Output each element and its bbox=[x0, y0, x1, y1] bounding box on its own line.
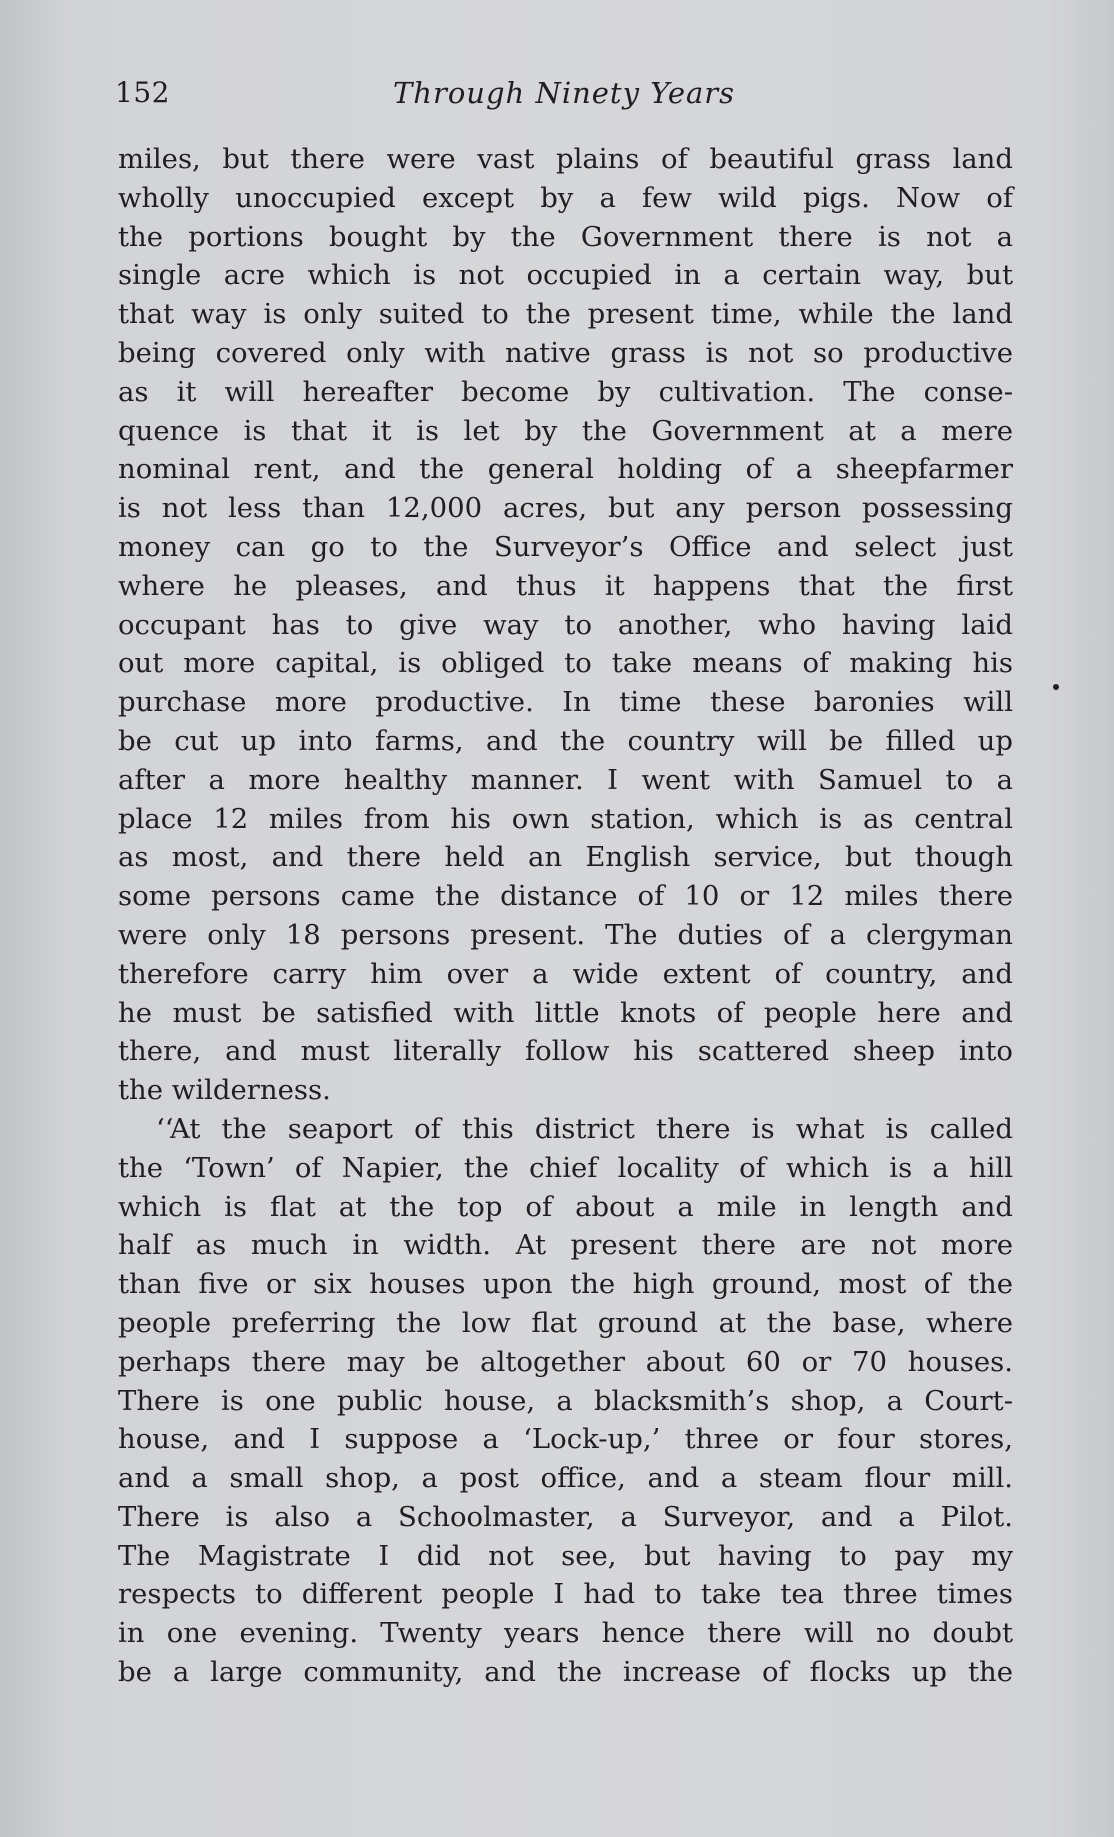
text-line: the wilderness. bbox=[118, 1074, 331, 1107]
text-line: wholly unoccupied except by a few wild pigs. Now of bbox=[118, 181, 1013, 214]
text-line: there, and must literally follow his scattered sheep into bbox=[118, 1035, 1013, 1068]
text-line: miles, but there were vast plains of beautiful grass land bbox=[118, 143, 1013, 175]
text-line: where he pleases, and thus it happens that the first bbox=[118, 569, 1013, 602]
text-line: therefore carry him over a wide extent of country, and bbox=[118, 957, 1013, 990]
margin-ink-dot bbox=[1053, 684, 1059, 690]
text-line: some persons came the distance of 10 or 12 miles there bbox=[118, 880, 1013, 913]
text-line: There is one public house, a blacksmith’s shop, a Court- bbox=[118, 1384, 1013, 1417]
text-line: is not less than 12,000 acres, but any person possessing bbox=[118, 492, 1013, 525]
text-line: as most, and there held an English service, but though bbox=[118, 841, 1013, 874]
text-line: money can go to the Surveyor’s Office and select just bbox=[118, 530, 1013, 563]
text-line: single acre which is not occupied in a certain way, but bbox=[118, 259, 1013, 292]
text-line: place 12 miles from his own station, which is as central bbox=[118, 802, 1013, 835]
text-line: half as much in width. At present there are not more bbox=[118, 1229, 1013, 1262]
page-number: 152 bbox=[115, 76, 170, 109]
body-text bbox=[118, 140, 1013, 1692]
text-line: ‘‘At the seaport of this district there is what is called bbox=[156, 1112, 1013, 1145]
text-line: purchase more productive. In time these baronies will bbox=[118, 686, 1013, 719]
text-line: were only 18 persons present. The duties of a clergyman bbox=[118, 918, 1013, 951]
text-line: in one evening. Twenty years hence there will no doubt bbox=[118, 1617, 1013, 1650]
text-line: being covered only with native grass is not so productive bbox=[118, 336, 1013, 369]
text-line: people preferring the low flat ground at the base, where bbox=[118, 1306, 1013, 1339]
text-line: occupant has to give way to another, who having laid bbox=[118, 608, 1013, 641]
text-line: as it will hereafter become by cultivation. The conse- bbox=[118, 375, 1013, 408]
text-line: perhaps there may be altogether about 60 or 70 houses. bbox=[118, 1345, 1013, 1378]
text-line: that way is only suited to the present time, while the land bbox=[118, 298, 1013, 331]
text-line: out more capital, is obliged to take means of making his bbox=[118, 647, 1013, 680]
text-line: after a more healthy manner. I went with Samuel to a bbox=[118, 763, 1013, 796]
text-line: be a large community, and the increase of flocks up the bbox=[118, 1656, 1013, 1689]
text-line: than five or six houses upon the high ground, most of the bbox=[118, 1268, 1013, 1301]
text-line: nominal rent, and the general holding of a sheepfarmer bbox=[118, 453, 1013, 486]
text-line: he must be satisfied with little knots of people here and bbox=[118, 996, 1013, 1029]
paragraph bbox=[118, 140, 1013, 1110]
text-line: the portions bought by the Government there is not a bbox=[118, 220, 1013, 253]
paragraph bbox=[118, 1110, 1013, 1692]
text-line: The Magistrate I did not see, but having to pay my bbox=[118, 1539, 1013, 1572]
running-title: Through Ninety Years bbox=[392, 76, 736, 110]
text-line: and a small shop, a post office, and a steam flour mill. bbox=[118, 1462, 1013, 1495]
text-line: the ‘Town’ of Napier, the chief locality of which is a hill bbox=[118, 1151, 1013, 1184]
text-line: house, and I suppose a ‘Lock-up,’ three or four stores, bbox=[118, 1423, 1013, 1456]
text-line: quence is that it is let by the Government at a mere bbox=[118, 414, 1013, 447]
text-line: which is flat at the top of about a mile in length and bbox=[118, 1190, 1013, 1223]
running-head bbox=[115, 70, 1013, 116]
text-line: be cut up into farms, and the country will be filled up bbox=[118, 724, 1013, 757]
text-line: There is also a Schoolmaster, a Surveyor, and a Pilot. bbox=[118, 1500, 1013, 1533]
text-line: respects to different people I had to take tea three times bbox=[118, 1578, 1013, 1611]
